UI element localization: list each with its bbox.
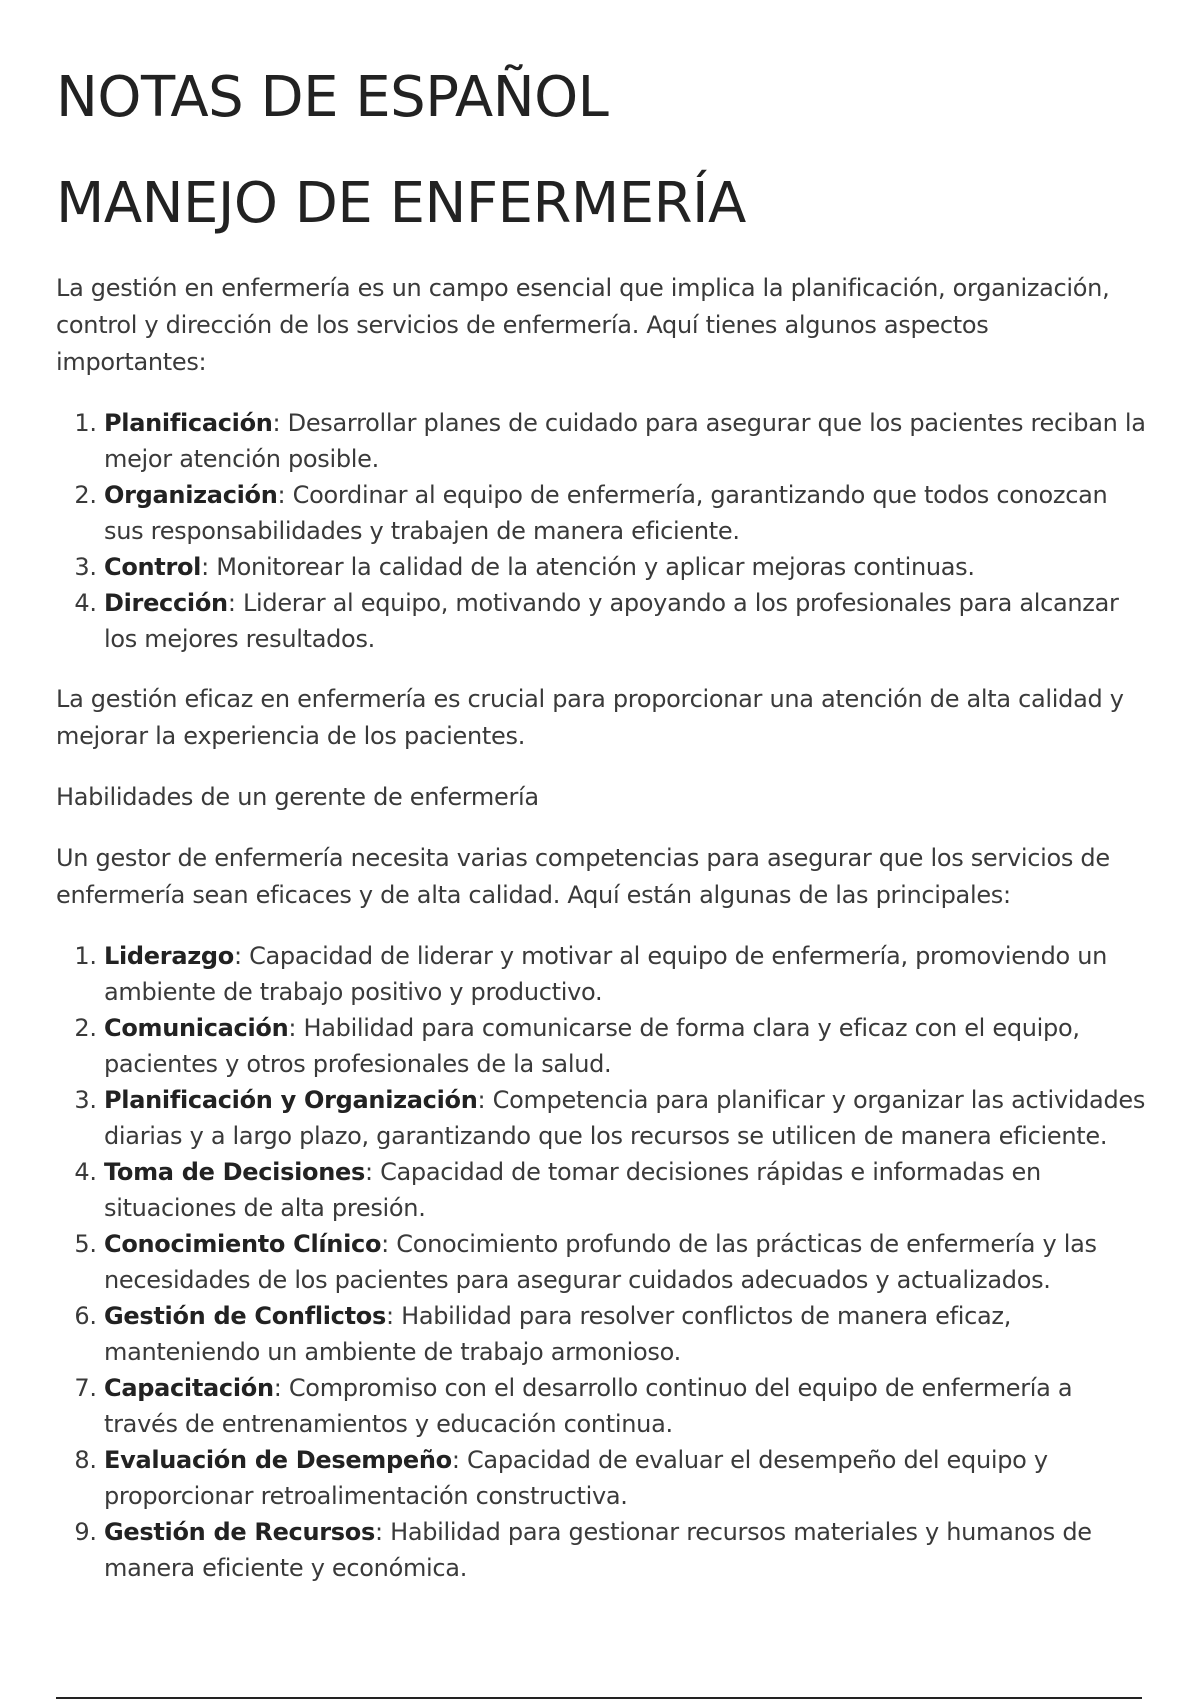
list-item-text: : Habilidad para resolver conflictos de manera eficaz, manteniendo un ambiente de trabajo armonioso. [104,1302,1012,1366]
list-item-text: : Desarrollar planes de cuidado para asegurar que los pacientes reciban la mejor atención posible. [104,409,1146,473]
list-item-text: : Compromiso con el desarrollo continuo del equipo de enfermería a través de entrenamientos y educación continua. [104,1374,1073,1438]
list-item-text: : Capacidad de evaluar el desempeño del equipo y proporcionar retroalimentación constructiva. [104,1446,1048,1510]
list-item-term: Control [104,553,202,581]
list-item-term: Liderazgo [104,942,234,970]
list-item-term: Planificación y Organización [104,1086,478,1114]
intro-paragraph: La gestión en enfermería es un campo esencial que implica la planificación, organización, control y dirección de los servicios de enfermería. Aquí tienes algunos aspectos importantes: [56,274,1110,376]
list-item-text: : Coordinar al equipo de enfermería, garantizando que todos conozcan sus responsabilidades y trabajen de manera eficiente. [104,481,1108,545]
list-item [104,1226,1146,1298]
list-item-term: Gestión de Conflictos [104,1302,386,1330]
skills-intro-paragraph: Un gestor de enfermería necesita varias competencias para asegurar que los servicios de enfermería sean eficaces y de alta calidad. Aquí están algunas de las principales: [56,844,1110,909]
page-title: NOTAS DE ESPAÑOL [56,65,609,130]
list-item-text: : Liderar al equipo, motivando y apoyando a los profesionales para alcanzar los mejores resultados. [104,589,1119,653]
aspects-list [56,405,1146,657]
list-item [104,405,1146,477]
conclusion-paragraph: La gestión eficaz en enfermería es crucial para proporcionar una atención de alta calidad y mejorar la experiencia de los pacientes. [56,685,1124,750]
list-item [104,477,1146,549]
list-item-term: Organización [104,481,278,509]
document-page [56,60,1146,1610]
list-item [104,1370,1146,1442]
list-item-text: : Habilidad para gestionar recursos materiales y humanos de manera eficiente y económica. [104,1518,1092,1582]
skills-list [56,938,1146,1586]
list-item-term: Conocimiento Clínico [104,1230,382,1258]
list-item [104,938,1146,1010]
list-item-text: : Capacidad de liderar y motivar al equipo de enfermería, promoviendo un ambiente de trabajo positivo y productivo. [104,942,1108,1006]
list-item-term: Comunicación [104,1014,289,1042]
list-item-text: : Conocimiento profundo de las prácticas de enfermería y las necesidades de los pacientes para asegurar cuidados adecuados y actualizados. [104,1230,1097,1294]
list-item [104,1442,1146,1514]
list-item-text: : Monitorear la calidad de la atención y aplicar mejoras continuas. [201,553,975,581]
list-item-term: Capacitación [104,1374,274,1402]
list-item-term: Dirección [104,589,228,617]
list-item [104,549,1146,585]
bottom-divider [56,1697,1142,1699]
list-item-term: Evaluación de Desempeño [104,1446,452,1474]
list-item-text: : Capacidad de tomar decisiones rápidas e informadas en situaciones de alta presión. [104,1158,1041,1222]
list-item [104,585,1146,657]
list-item [104,1514,1146,1586]
list-item-term: Toma de Decisiones [104,1158,365,1186]
list-item [104,1154,1146,1226]
list-item [104,1298,1146,1370]
list-item [104,1082,1146,1154]
list-item-term: Gestión de Recursos [104,1518,375,1546]
section-title: MANEJO DE ENFERMERÍA [56,171,746,236]
list-item-term: Planificación [104,409,273,437]
list-item [104,1010,1146,1082]
list-item-text: : Habilidad para comunicarse de forma clara y eficaz con el equipo, pacientes y otros profesionales de la salud. [104,1014,1080,1078]
skills-heading: Habilidades de un gerente de enfermería [56,783,539,811]
list-item-text: : Competencia para planificar y organizar las actividades diarias y a largo plazo, garantizando que los recursos se utilicen de manera eficiente. [104,1086,1146,1150]
